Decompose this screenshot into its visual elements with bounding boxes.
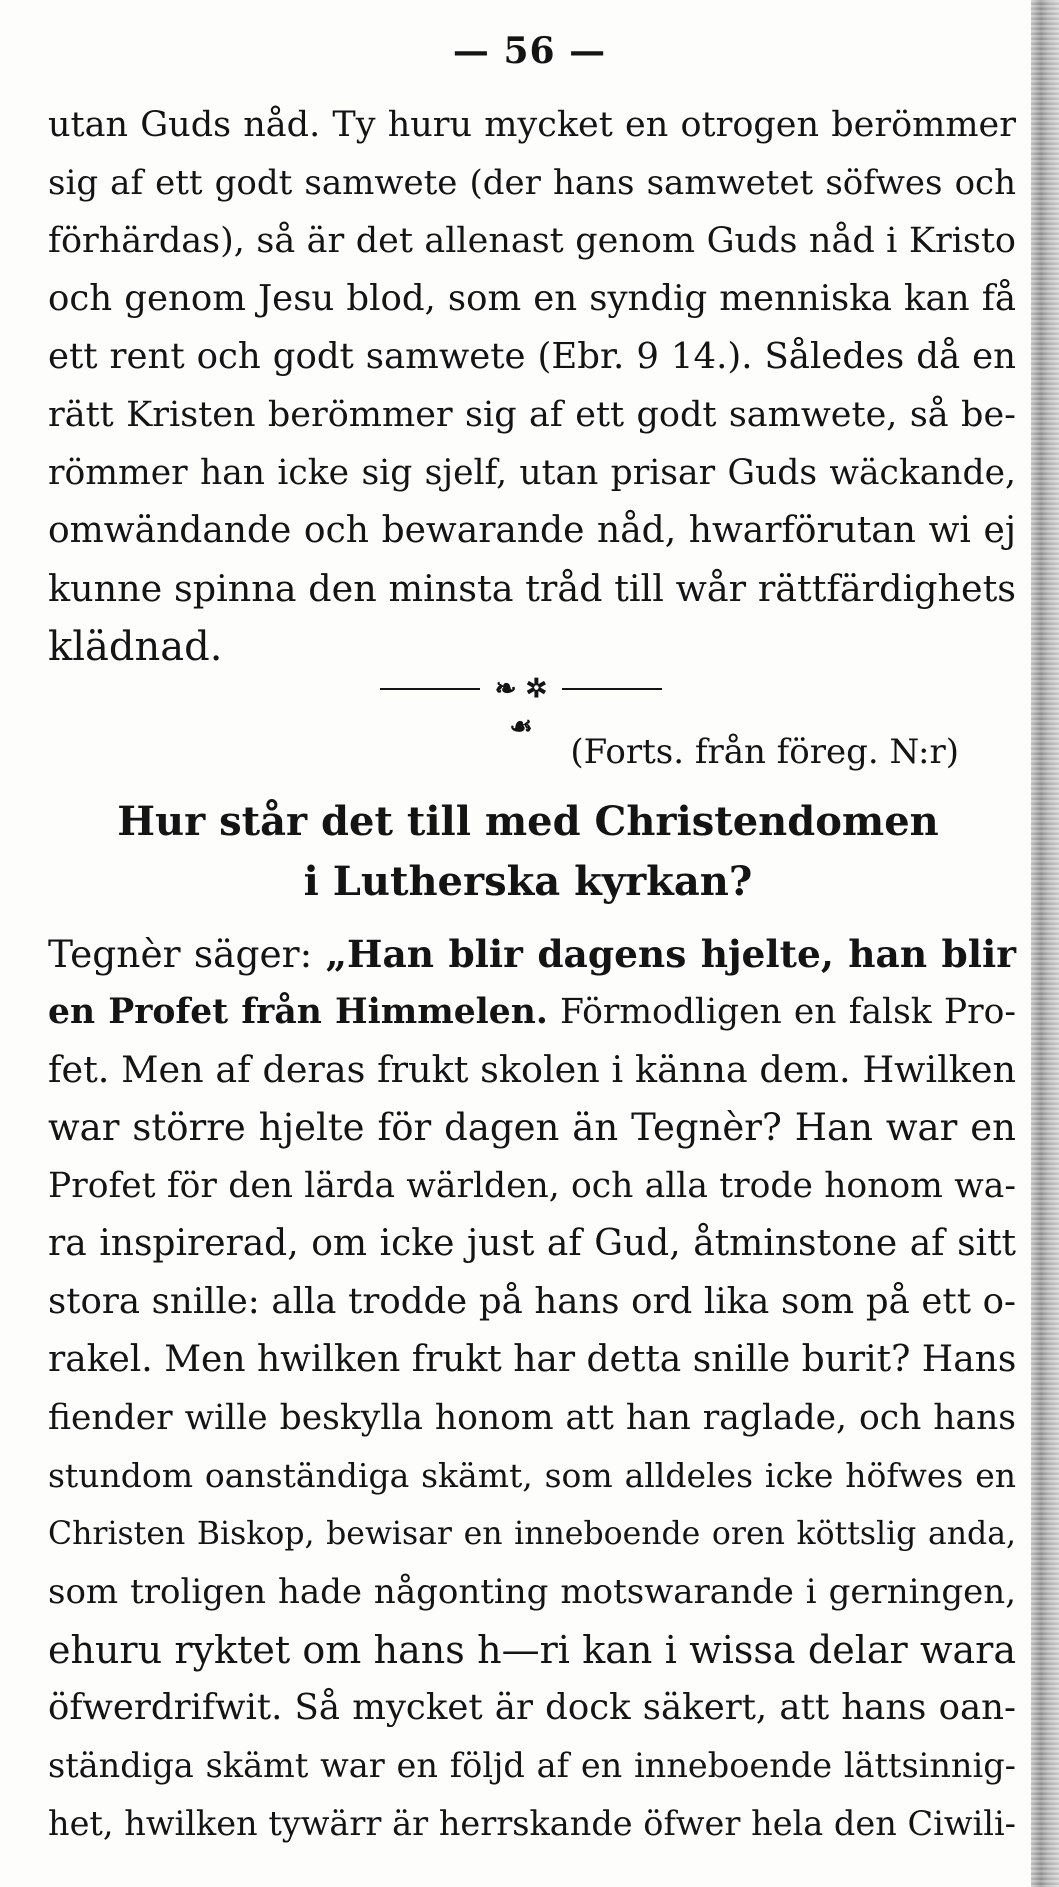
text-line: kunne spinna den minsta tråd till wår rättfärdighets <box>48 567 1016 610</box>
text-line: Christen Biskop, bewisar en inneboende oren köttslig anda, <box>48 1516 1016 1552</box>
text-line: fiender wille beskylla honom att han raglade, och hans <box>48 1398 1016 1438</box>
text-line: ra inspirerad, om icke just af Gud, åtminstone af sitt <box>48 1223 1016 1264</box>
text-line-opening <box>48 925 1016 983</box>
quote-text: en Profet från Himmelen. <box>48 992 548 1032</box>
text-line: fet. Men af deras frukt skolen i känna dem. Hwilken <box>48 1048 1016 1091</box>
paragraph-continued <box>48 96 1016 676</box>
text-line: rakel. Men hwilken frukt har detta snille burit? Hans <box>48 1339 1017 1380</box>
text-line: som troligen hade någonting motswarande i gerningen, <box>48 1572 1016 1612</box>
text-line: stora snille: alla trodde på hans ord lika som på ett o- <box>48 1281 1016 1322</box>
text-segment: Förmodligen en falsk Pro- <box>560 992 1016 1032</box>
text-line: omwändande och bewarande nåd, hwarförutan wi ej <box>48 510 1016 551</box>
text-line: och genom Jesu blod, som en syndig menniska kan få <box>48 278 1016 319</box>
page-number: — 56 — <box>452 30 607 72</box>
text-line-quote-end <box>48 983 1016 1041</box>
text-line: war större hjelte för dagen än Tegnèr? Han war en <box>48 1106 1016 1149</box>
text-line: rätt Kristen berömmer sig af ett godt samwete, så be- <box>48 395 1016 435</box>
text-line: förhärdas), så är det allenast genom Guds nåd i Kristo <box>48 221 1016 261</box>
text-line: ständiga skämt war en följd af en inneboende lättsinnig- <box>48 1746 1016 1785</box>
text-line: römmer han icke sig sjelf, utan prisar Guds wäckande, <box>48 453 1016 493</box>
separator-ornament-icon: ❧ ✲ ☙ <box>494 674 548 742</box>
separator-rule-left <box>380 688 480 690</box>
text-line: klädnad. <box>48 624 223 670</box>
section-separator <box>380 670 662 742</box>
quote-text: „Han blir dagens hjelte, han blir <box>325 932 1016 976</box>
article-body <box>48 925 1016 1853</box>
text-line: sig af ett godt samwete (der hans samwetet söfwes och <box>48 163 1016 203</box>
text-line: ett rent och godt samwete (Ebr. 9 14.). Således då en <box>48 336 1016 377</box>
text-line: ehuru ryktet om hans h—ri kan i wissa delar wara <box>48 1628 1016 1672</box>
text-line: stundom oanständiga skämt, som alldeles icke höfwes en <box>48 1456 1016 1495</box>
text-line: het, hwilken tywärr är herrskande öfwer hela den Ciwili- <box>48 1804 1016 1843</box>
article-title-line-1: Hur står det till med Christendomen <box>117 798 939 845</box>
article-title-line-2: i Lutherska kyrkan? <box>303 858 753 905</box>
continued-note: (Forts. från föreg. N:r) <box>570 732 959 772</box>
page-gutter-texture <box>1031 0 1059 1887</box>
opening-text: Tegnèr säger: <box>48 932 313 976</box>
text-line: Profet för den lärda wärlden, och alla trode honom wa- <box>48 1166 1016 1206</box>
separator-rule-right <box>562 688 662 690</box>
text-line: öfwerdrifwit. Så mycket är dock säkert, att hans oan- <box>48 1687 1016 1728</box>
text-line: utan Guds nåd. Ty huru mycket en otrogen berömmer <box>48 105 1016 145</box>
